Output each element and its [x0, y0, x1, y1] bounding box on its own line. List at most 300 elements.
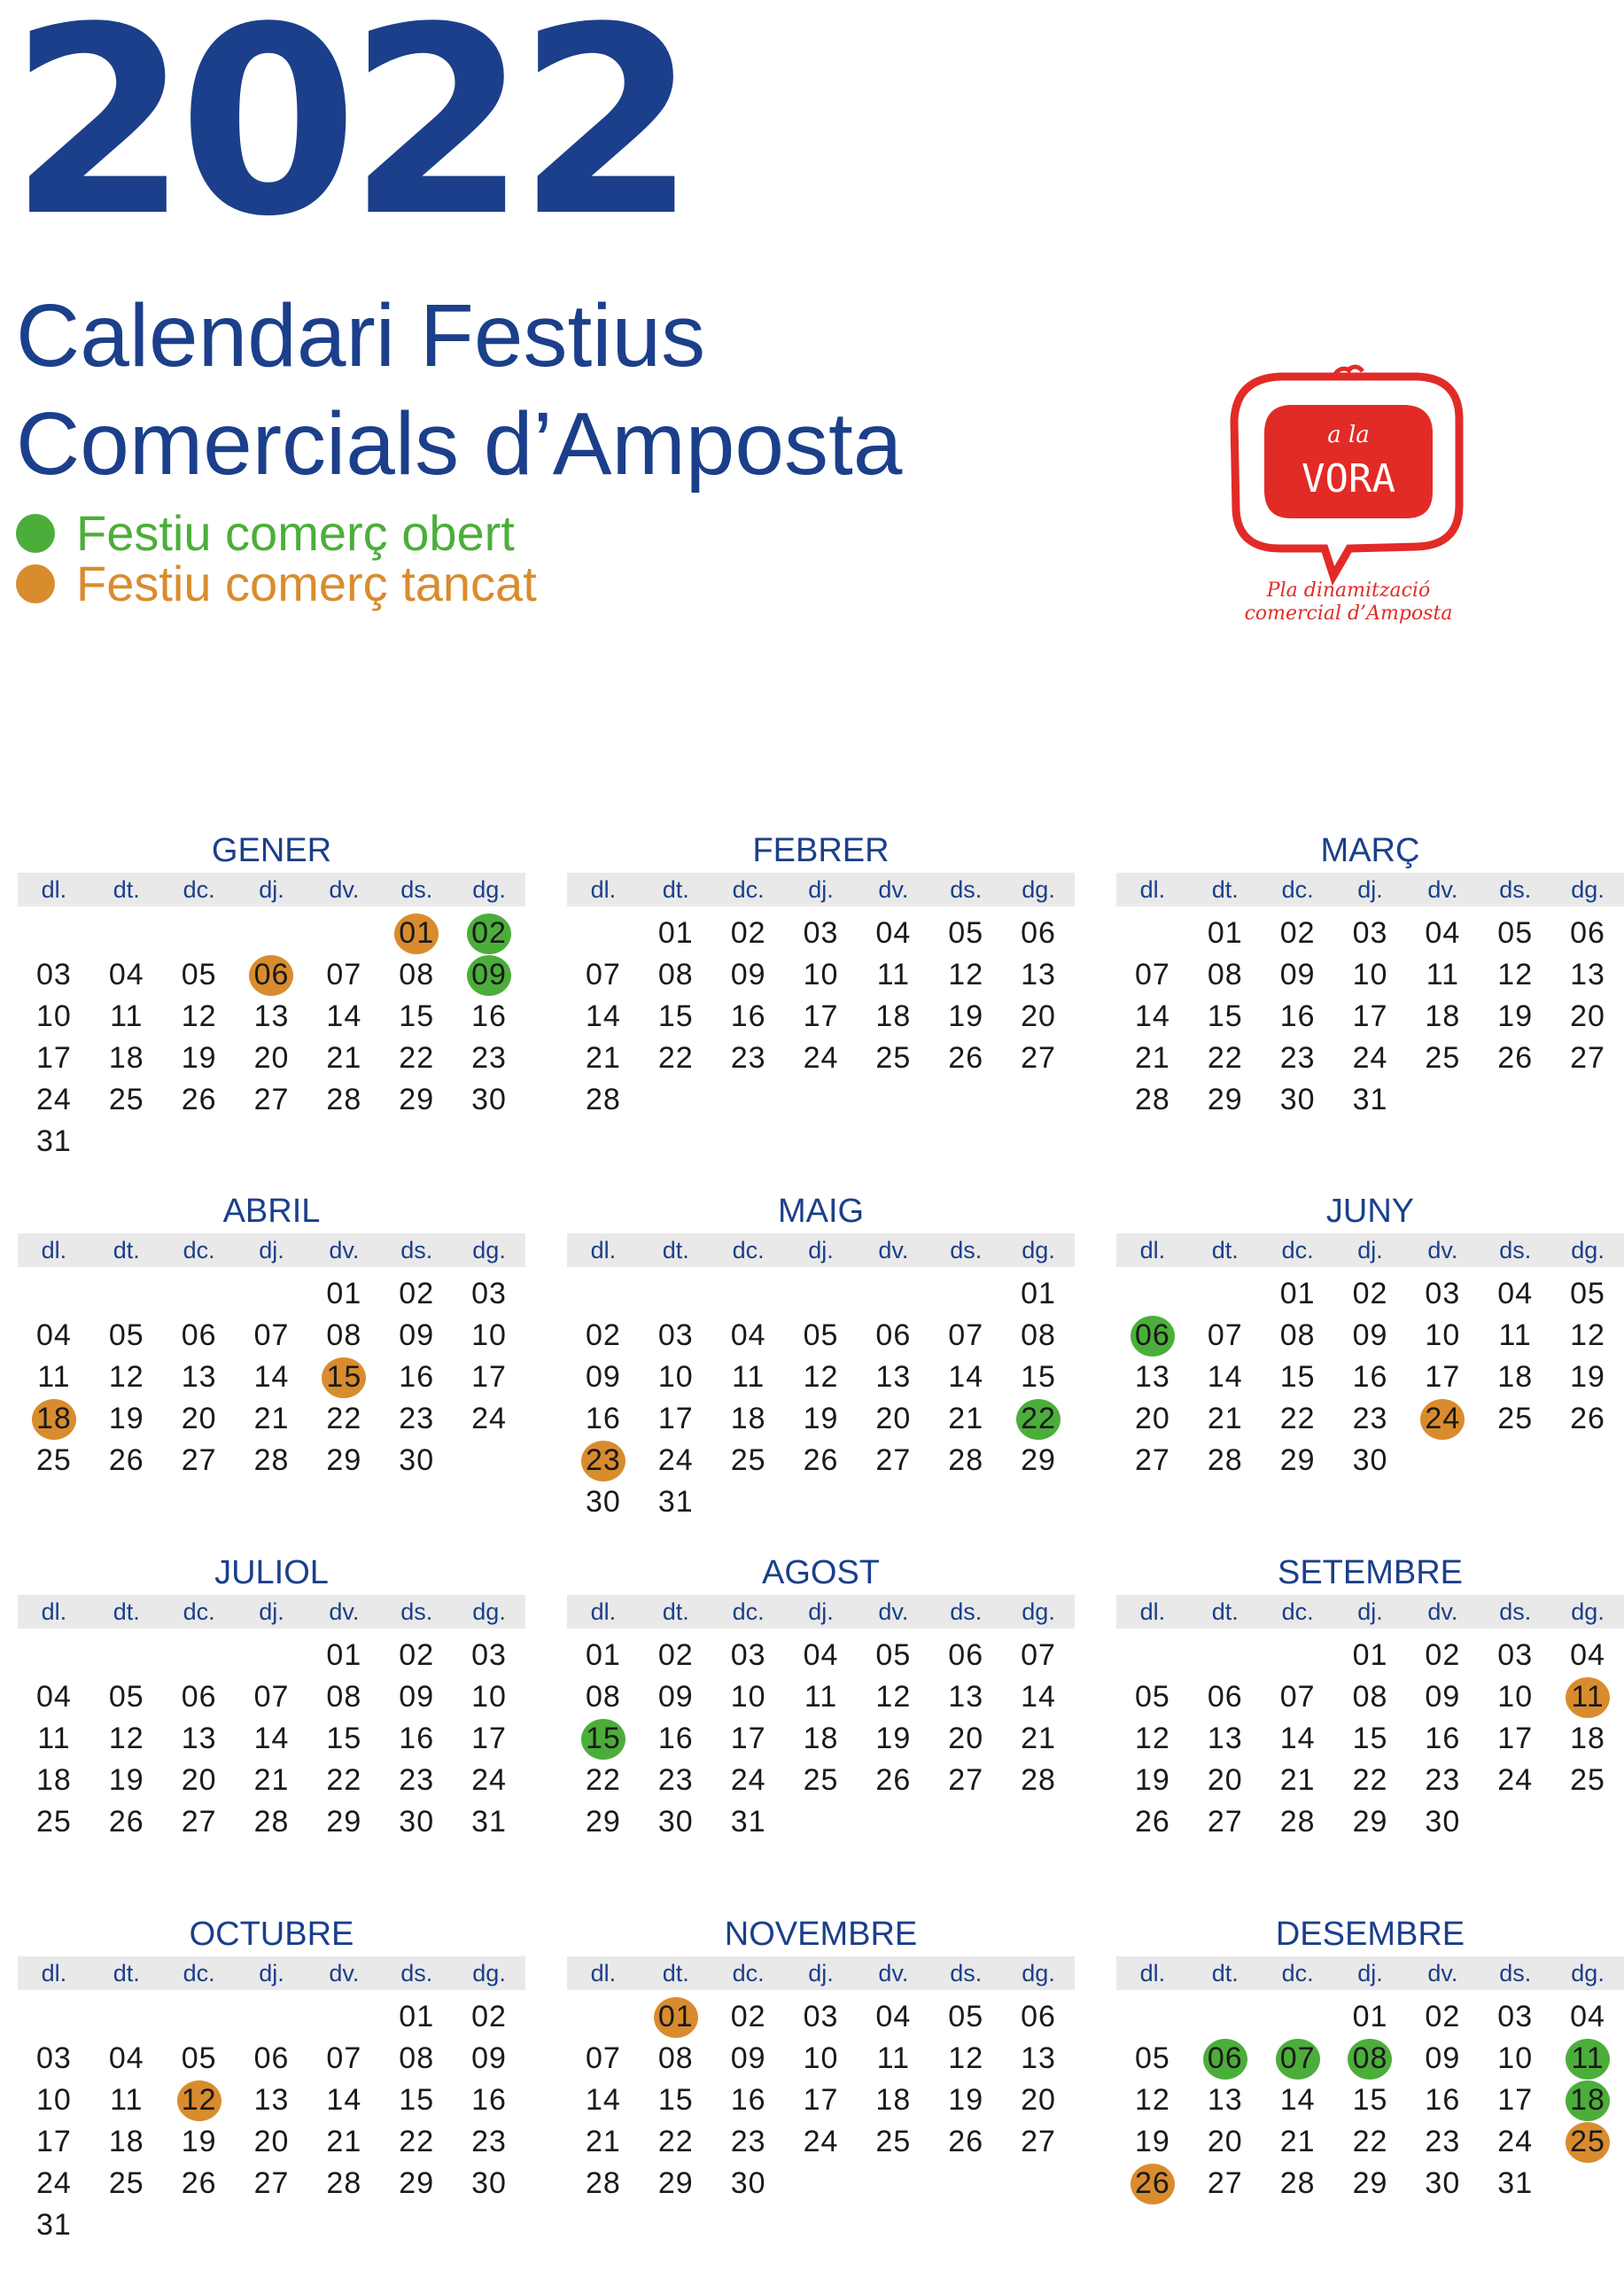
day-number: 26 [875, 1763, 912, 1797]
weekday-label: dl. [1139, 875, 1166, 903]
day-number: 27 [181, 1805, 217, 1839]
empty-cell [1262, 1635, 1334, 1676]
day-number: 19 [948, 999, 984, 1033]
day-number: 12 [875, 1680, 912, 1714]
day-number: 09 [730, 2041, 766, 2075]
day-cell [785, 1676, 858, 1718]
day-cell-open-holiday [1002, 1398, 1075, 1440]
days-grid [567, 1996, 1075, 2204]
day-number: 08 [657, 958, 694, 991]
day-cell [1479, 2163, 1551, 2204]
day-number: 29 [1352, 1805, 1388, 1839]
day-cell [1189, 1357, 1262, 1398]
day-cell [1002, 1315, 1075, 1357]
day-cell [640, 1481, 712, 1523]
day-cell [18, 2038, 90, 2080]
day-number: 21 [253, 1763, 290, 1797]
day-cell [1479, 1760, 1551, 1801]
day-cell [1116, 1398, 1189, 1440]
day-number: 03 [657, 1318, 694, 1352]
day-number: 19 [181, 2125, 217, 2158]
days-grid [18, 1635, 525, 1843]
day-cell [453, 1357, 525, 1398]
day-number: 26 [1497, 1041, 1534, 1075]
day-cell [90, 1718, 163, 1760]
day-number: 30 [657, 1805, 694, 1839]
day-number: 07 [253, 1680, 290, 1714]
day-cell [307, 2121, 380, 2163]
day-cell [90, 1440, 163, 1481]
day-cell [380, 1315, 453, 1357]
day-cell [929, 2080, 1002, 2121]
day-cell [453, 2121, 525, 2163]
day-cell [785, 1996, 858, 2038]
day-cell [857, 1676, 929, 1718]
day-number: 26 [181, 2166, 217, 2200]
month-juliol [18, 1551, 525, 1843]
day-number: 13 [1021, 958, 1056, 991]
weekday-label: dj. [259, 1959, 284, 1986]
day-cell [236, 2080, 308, 2121]
day-cell [380, 1635, 453, 1676]
day-cell [380, 1079, 453, 1121]
day-cell [1551, 913, 1624, 954]
day-cell [453, 1398, 525, 1440]
day-number: 05 [1135, 1680, 1170, 1714]
day-number: 22 [1352, 1763, 1388, 1797]
day-cell [640, 1718, 712, 1760]
day-number: 28 [1207, 1443, 1243, 1477]
day-number: 18 [108, 2125, 144, 2158]
days-grid [18, 1996, 525, 2246]
day-number: 01 [654, 1997, 698, 2038]
day-cell [1002, 1760, 1075, 1801]
day-number: 15 [1352, 1722, 1388, 1755]
day-number: 17 [36, 2125, 72, 2158]
day-cell [453, 1273, 525, 1315]
day-cell [307, 1038, 380, 1079]
day-number: 06 [948, 1638, 984, 1672]
day-cell [453, 1038, 525, 1079]
day-number: 20 [1207, 1763, 1243, 1797]
day-number: 14 [253, 1360, 290, 1394]
day-number: 19 [108, 1402, 144, 1435]
empty-cell [163, 913, 236, 954]
weekday-header [18, 1956, 525, 1990]
day-number: 23 [1425, 1763, 1461, 1797]
day-number: 10 [1425, 1318, 1461, 1352]
day-number: 08 [1021, 1318, 1056, 1352]
day-number: 23 [1279, 1041, 1316, 1075]
legend-closed-label: Festiu comerç tancat [76, 556, 537, 611]
day-number: 24 [730, 1763, 766, 1797]
day-number: 25 [1497, 1402, 1534, 1435]
empty-cell [236, 913, 308, 954]
day-number: 25 [875, 2125, 912, 2158]
day-number: 29 [399, 1083, 435, 1116]
logo-tagline-2: comercial d’Amposta [1244, 603, 1453, 625]
day-number: 27 [181, 1443, 217, 1477]
day-number: 27 [1207, 2166, 1243, 2200]
day-cell [1189, 1079, 1262, 1121]
day-cell [1406, 1760, 1479, 1801]
day-cell [1116, 996, 1189, 1038]
day-cell [785, 1760, 858, 1801]
day-number: 12 [948, 958, 984, 991]
day-cell [785, 1635, 858, 1676]
day-number: 10 [730, 1680, 766, 1714]
day-cell [640, 1801, 712, 1843]
weekday-label: ds. [400, 1236, 433, 1263]
day-cell [1551, 996, 1624, 1038]
weekday-label: dt. [1211, 1959, 1239, 1986]
day-cell [567, 1801, 640, 1843]
day-number: 26 [1131, 2164, 1175, 2204]
weekday-header [567, 1233, 1075, 1267]
day-number: 05 [1135, 2041, 1170, 2075]
weekday-label: dj. [259, 1236, 284, 1263]
weekday-header [1116, 873, 1624, 906]
day-cell [90, 1038, 163, 1079]
weekday-label: dj. [808, 875, 834, 903]
month-name: AGOST [761, 1554, 881, 1591]
day-number: 22 [399, 2125, 435, 2158]
day-cell [18, 2163, 90, 2204]
day-number: 23 [399, 1402, 435, 1435]
day-cell [1002, 2121, 1075, 2163]
day-cell [1262, 1038, 1334, 1079]
day-number: 19 [181, 1041, 217, 1075]
day-number: 10 [803, 2041, 839, 2075]
day-number: 18 [803, 1722, 839, 1755]
weekday-label: dv. [329, 1598, 360, 1625]
weekday-label: dt. [113, 1959, 140, 1986]
weekday-label: dv. [878, 1598, 909, 1625]
day-number: 27 [875, 1443, 912, 1477]
day-number: 01 [1352, 2000, 1388, 2033]
day-cell [1334, 1315, 1407, 1357]
day-number: 08 [1207, 958, 1243, 991]
day-number: 14 [1279, 1722, 1316, 1755]
day-number: 27 [1021, 2125, 1056, 2158]
day-cell [453, 1079, 525, 1121]
day-cell [307, 1398, 380, 1440]
day-number: 20 [1570, 999, 1605, 1033]
speech-bubble-logo-icon [1201, 359, 1493, 625]
day-cell [712, 1801, 785, 1843]
day-number: 20 [181, 1763, 217, 1797]
day-number: 15 [581, 1719, 626, 1760]
day-cell [1189, 996, 1262, 1038]
day-number: 08 [1279, 1318, 1316, 1352]
day-number: 16 [730, 2083, 766, 2117]
day-cell [1334, 913, 1407, 954]
empty-cell [785, 1273, 858, 1315]
day-number: 27 [1207, 1805, 1243, 1839]
day-cell [236, 1357, 308, 1398]
weekday-label: dc. [732, 1959, 765, 1986]
day-number: 08 [657, 2041, 694, 2075]
day-cell [1406, 1676, 1479, 1718]
weekday-label: dv. [1427, 875, 1458, 903]
day-cell [857, 1038, 929, 1079]
weekday-label: dg. [1571, 1598, 1605, 1625]
day-cell-closed-holiday [307, 1357, 380, 1398]
weekday-label: ds. [400, 1959, 433, 1986]
day-number: 13 [1021, 2041, 1056, 2075]
day-cell [785, 1038, 858, 1079]
day-number: 28 [326, 1083, 362, 1116]
day-number: 10 [1352, 958, 1388, 991]
day-number: 12 [1135, 2083, 1170, 2117]
weekday-label: dl. [41, 1236, 67, 1263]
day-number: 24 [36, 2166, 72, 2200]
month-novembre [567, 1912, 1075, 2204]
day-cell [236, 1398, 308, 1440]
day-number: 11 [876, 2041, 910, 2075]
weekday-label: dg. [1571, 1236, 1605, 1263]
day-number: 19 [1570, 1360, 1605, 1394]
day-number: 13 [181, 1360, 217, 1394]
day-number: 14 [948, 1360, 984, 1394]
month-gener [18, 828, 525, 1162]
day-number: 27 [253, 1083, 290, 1116]
month-març [1116, 828, 1624, 1121]
day-cell [1334, 1440, 1407, 1481]
day-number: 01 [399, 2000, 435, 2033]
day-cell [712, 1996, 785, 2038]
day-cell-open-holiday [453, 913, 525, 954]
day-cell [307, 996, 380, 1038]
day-cell [1406, 996, 1479, 1038]
month-febrer [567, 828, 1075, 1121]
legend-open-dot [16, 514, 55, 553]
day-cell [857, 2038, 929, 2080]
day-number: 10 [657, 1360, 694, 1394]
day-number: 02 [467, 914, 511, 954]
weekday-label: dv. [1427, 1236, 1458, 1263]
day-number: 05 [108, 1680, 144, 1714]
month-name: JUNY [1325, 1193, 1415, 1230]
day-cell [785, 1440, 858, 1481]
day-number: 04 [108, 958, 144, 991]
day-number: 02 [1352, 1277, 1388, 1310]
day-cell [380, 2121, 453, 2163]
day-number: 12 [1570, 1318, 1605, 1352]
weekday-label: ds. [950, 875, 983, 903]
day-cell [1334, 1357, 1407, 1398]
day-cell [857, 913, 929, 954]
day-cell [1479, 1315, 1551, 1357]
day-cell [90, 954, 163, 996]
day-cell [1262, 1801, 1334, 1843]
day-cell [1406, 1801, 1479, 1843]
day-number: 04 [875, 916, 912, 950]
day-number: 24 [1420, 1399, 1465, 1440]
day-number: 23 [730, 2125, 766, 2158]
day-cell [307, 2080, 380, 2121]
weekday-label: dj. [259, 1598, 284, 1625]
day-number: 29 [657, 2166, 694, 2200]
day-number: 28 [1021, 1763, 1056, 1797]
day-cell-open-holiday [567, 1718, 640, 1760]
day-number: 11 [1426, 958, 1459, 991]
day-cell [640, 1635, 712, 1676]
day-cell [90, 1398, 163, 1440]
day-number: 01 [1352, 1638, 1388, 1672]
day-number: 02 [1425, 1638, 1461, 1672]
day-cell [712, 1398, 785, 1440]
empty-cell [90, 1273, 163, 1315]
day-number: 21 [1135, 1041, 1170, 1075]
day-cell [640, 954, 712, 996]
day-cell [1189, 2121, 1262, 2163]
day-number: 28 [1279, 2166, 1316, 2200]
day-cell [1002, 913, 1075, 954]
day-cell [1551, 1635, 1624, 1676]
weekday-header [1116, 1956, 1624, 1990]
day-number: 31 [36, 1124, 72, 1158]
day-number: 31 [1352, 1083, 1388, 1116]
day-number: 15 [657, 999, 694, 1033]
days-grid [1116, 913, 1624, 1121]
weekday-label: dg. [1022, 1598, 1055, 1625]
day-cell [453, 1635, 525, 1676]
day-number: 01 [1279, 1277, 1316, 1310]
weekday-label: dv. [1427, 1959, 1458, 1986]
day-number: 23 [471, 2125, 507, 2158]
day-cell [1262, 1273, 1334, 1315]
day-cell [236, 1440, 308, 1481]
empty-cell [640, 1273, 712, 1315]
weekday-label: dc. [732, 1236, 765, 1263]
day-cell [1262, 954, 1334, 996]
day-cell [712, 1440, 785, 1481]
day-cell [307, 1079, 380, 1121]
day-number: 02 [730, 2000, 766, 2033]
day-number: 21 [1279, 2125, 1316, 2158]
day-number: 04 [1497, 1277, 1534, 1310]
day-number: 17 [1425, 1360, 1461, 1394]
day-cell [1479, 1635, 1551, 1676]
day-number: 03 [803, 916, 839, 950]
day-number: 01 [1021, 1277, 1056, 1310]
day-cell [307, 1760, 380, 1801]
day-number: 27 [1135, 1443, 1170, 1477]
day-cell [929, 1357, 1002, 1398]
day-cell [1002, 1440, 1075, 1481]
day-cell [1479, 1398, 1551, 1440]
day-number: 18 [1566, 2080, 1610, 2121]
day-cell-closed-holiday [236, 954, 308, 996]
day-cell [785, 1357, 858, 1398]
day-cell [1334, 2163, 1407, 2204]
day-cell [1479, 1357, 1551, 1398]
day-number: 04 [1570, 2000, 1605, 2033]
day-cell [163, 1315, 236, 1357]
weekday-label: dc. [183, 1959, 215, 1986]
day-cell [1406, 1996, 1479, 2038]
day-number: 19 [1135, 2125, 1170, 2158]
day-cell [1334, 1038, 1407, 1079]
day-cell [90, 1676, 163, 1718]
day-cell [929, 1760, 1002, 1801]
day-cell [163, 2163, 236, 2204]
day-number: 03 [36, 2041, 72, 2075]
weekday-label: ds. [1499, 875, 1532, 903]
day-number: 31 [657, 1485, 694, 1519]
day-number: 27 [253, 2166, 290, 2200]
day-number: 24 [657, 1443, 694, 1477]
day-number: 31 [471, 1805, 507, 1839]
day-number: 12 [181, 999, 217, 1033]
day-cell [712, 1315, 785, 1357]
day-number: 29 [1279, 1443, 1316, 1477]
day-number: 02 [1279, 916, 1316, 950]
day-cell [453, 2080, 525, 2121]
day-cell [307, 1315, 380, 1357]
day-cell [163, 1079, 236, 1121]
day-number: 31 [730, 1805, 766, 1839]
day-number: 15 [1021, 1360, 1056, 1394]
day-number: 15 [657, 2083, 694, 2117]
day-number: 03 [471, 1277, 507, 1310]
day-number: 08 [399, 2041, 435, 2075]
weekday-label: dc. [183, 1236, 215, 1263]
day-number: 04 [730, 1318, 766, 1352]
day-number: 13 [253, 999, 290, 1033]
day-number: 20 [948, 1722, 984, 1755]
day-number: 02 [399, 1277, 435, 1310]
day-cell [18, 2204, 90, 2246]
day-number: 17 [657, 1402, 694, 1435]
day-cell [1116, 2121, 1189, 2163]
day-cell [712, 2038, 785, 2080]
day-cell [1551, 1996, 1624, 2038]
day-cell-closed-holiday [1551, 2121, 1624, 2163]
day-cell [163, 1676, 236, 1718]
day-number: 15 [399, 2083, 435, 2117]
day-number: 17 [1497, 2083, 1534, 2117]
day-number: 11 [37, 1722, 71, 1755]
day-number: 30 [1352, 1443, 1388, 1477]
day-cell [1116, 2080, 1189, 2121]
day-number: 29 [326, 1805, 362, 1839]
weekday-label: dt. [662, 1236, 689, 1263]
empty-cell [90, 1635, 163, 1676]
day-number: 22 [657, 1041, 694, 1075]
day-number: 18 [1425, 999, 1461, 1033]
day-number: 28 [586, 2166, 621, 2200]
day-number: 05 [803, 1318, 839, 1352]
day-cell [785, 913, 858, 954]
day-number: 12 [948, 2041, 984, 2075]
day-number: 22 [1279, 1402, 1316, 1435]
day-cell [1189, 1801, 1262, 1843]
day-cell-open-holiday [1551, 2080, 1624, 2121]
day-cell [785, 2080, 858, 2121]
empty-cell [1116, 1996, 1189, 2038]
day-cell [857, 996, 929, 1038]
day-cell [712, 2080, 785, 2121]
day-cell [1334, 1676, 1407, 1718]
weekday-label: dg. [472, 1236, 506, 1263]
weekday-label: ds. [950, 1959, 983, 1986]
month-agost [567, 1551, 1075, 1843]
weekday-label: dv. [1427, 1598, 1458, 1625]
day-number: 02 [471, 2000, 507, 2033]
empty-cell [18, 1996, 90, 2038]
